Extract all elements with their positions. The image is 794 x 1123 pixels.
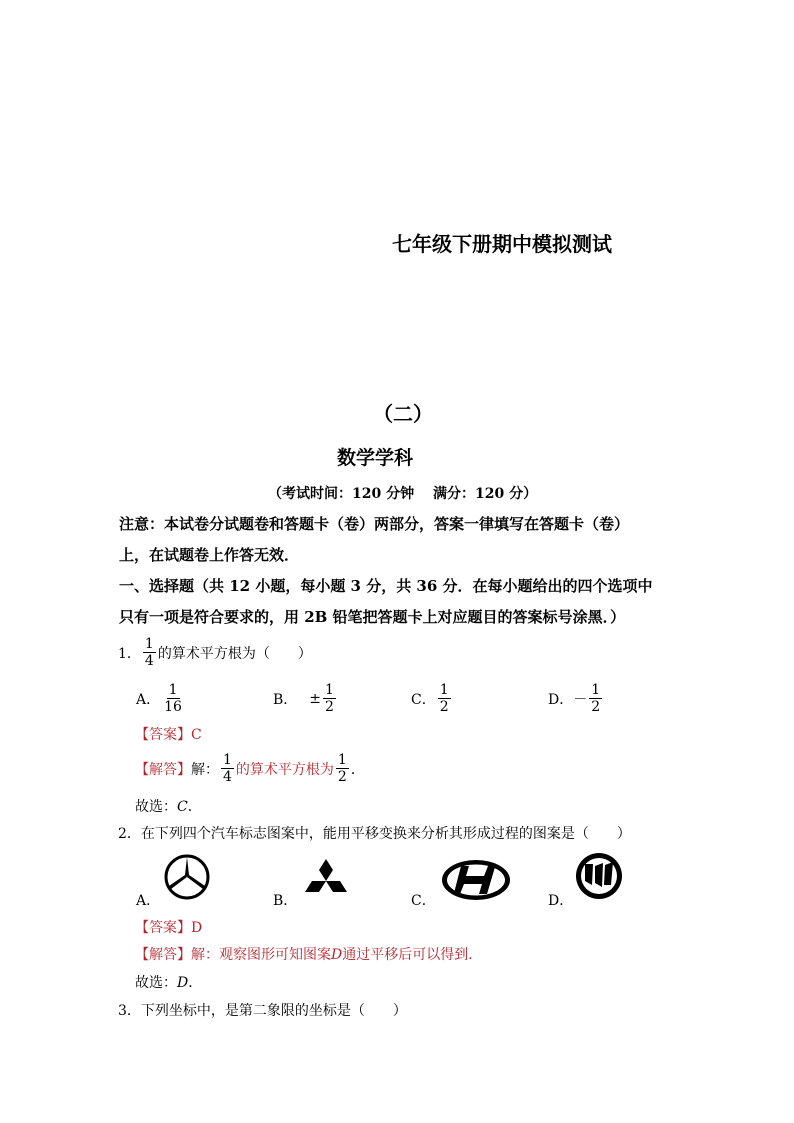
q2-option-b-label: B．	[273, 893, 298, 909]
answer-value: C	[191, 727, 202, 743]
exam-info: （考试时间：120 分钟 满分：120 分）	[268, 486, 538, 502]
option-fraction	[589, 682, 602, 715]
solution-end: 通过平移后可以得到．	[342, 947, 483, 963]
hyundai-logo-icon	[440, 858, 512, 902]
fraction-denominator: 4	[144, 653, 154, 669]
choose-end: ．	[187, 799, 202, 815]
q2-answer	[135, 917, 202, 937]
mercedes-logo-icon	[163, 853, 211, 901]
q1-option-b	[273, 682, 338, 715]
page-subtitle: （二）	[373, 402, 433, 426]
fraction-denominator: 2	[591, 699, 601, 715]
fraction-denominator: 2	[325, 699, 334, 715]
buick-logo-icon	[574, 851, 624, 901]
q2-choose	[135, 972, 202, 992]
question-2-stem: 2．在下列四个汽车标志图案中，能用平移变换来分析其形成过程的图案是（ ）	[118, 826, 631, 842]
q2-option-c-label: C．	[411, 893, 436, 909]
fraction-numerator: 1	[325, 682, 334, 698]
choose-prefix: 故选：	[135, 975, 177, 991]
page-title: 七年级下册期中模拟测试	[392, 232, 612, 256]
answer-value: D	[191, 920, 203, 936]
mitsubishi-logo-icon	[302, 857, 350, 899]
option-label: A．	[136, 691, 161, 708]
q2-option-a-label: A．	[136, 893, 161, 909]
solution-prefix: 解：观察图形可知图案	[191, 947, 331, 963]
solution-tag: 【解答】	[135, 947, 191, 963]
choose-value: D	[177, 975, 189, 991]
answer-tag: 【答案】	[135, 727, 191, 743]
option-prefix: ±	[309, 690, 322, 707]
fraction-numerator: 1	[144, 636, 154, 652]
choose-prefix: 故选：	[135, 799, 177, 815]
q2-solution	[135, 944, 482, 964]
answer-tag: 【答案】	[135, 920, 191, 936]
solution-mid: 的算术平方根为	[235, 761, 334, 778]
option-fraction	[323, 682, 336, 715]
fraction-numerator: 1	[439, 682, 449, 698]
option-prefix: －	[573, 691, 588, 708]
solution-var: D	[331, 947, 343, 963]
choose-end: ．	[188, 975, 203, 991]
question-1-stem-text: 的算术平方根为（ ）	[157, 645, 312, 662]
solution-fraction-1	[221, 752, 234, 785]
fraction-denominator: 2	[439, 699, 449, 715]
question-1-stem	[118, 636, 312, 669]
solution-tag: 【解答】	[135, 761, 191, 778]
q1-option-a	[136, 682, 186, 715]
fraction-denominator: 2	[337, 769, 347, 785]
option-label: B．	[273, 691, 298, 708]
q1-option-c	[411, 682, 453, 715]
fraction-numerator: 1	[168, 682, 178, 698]
subject-title: 数学学科	[337, 447, 414, 469]
fraction-denominator: 4	[223, 769, 232, 785]
option-fraction	[162, 682, 184, 715]
option-label: D．	[548, 691, 574, 708]
section-line-2: 只有一项是符合要求的，用 2B 铅笔把答题卡上对应题目的答案标号涂黑．）	[119, 608, 626, 626]
question-1-number: 1．	[118, 645, 141, 662]
choose-value: C	[177, 799, 188, 815]
option-fraction	[438, 682, 451, 715]
fraction-numerator: 1	[223, 752, 232, 768]
notice-line-2: 上，在试题卷上作答无效．	[119, 546, 300, 564]
fraction-numerator: 1	[591, 682, 601, 698]
fraction-denominator: 16	[164, 699, 182, 715]
q1-choose	[135, 796, 202, 816]
question-1-fraction	[143, 636, 156, 669]
question-3-stem: 3．下列坐标中，是第二象限的坐标是（ ）	[118, 1003, 407, 1019]
q2-option-d-label: D．	[548, 893, 574, 909]
section-line-1: 一、选择题（共 12 小题，每小题 3 分，共 36 分．在每小题给出的四个选项中	[119, 577, 653, 595]
q1-answer	[135, 724, 202, 744]
q1-solution	[135, 752, 365, 785]
solution-prefix: 解：	[191, 761, 219, 778]
q1-option-d	[548, 682, 604, 715]
option-label: C．	[411, 691, 436, 708]
solution-end: ．	[350, 761, 365, 778]
notice-line-1: 注意：本试卷分试题卷和答题卡（卷）两部分，答案一律填写在答题卡（卷）	[119, 515, 630, 533]
solution-fraction-2	[336, 752, 349, 785]
fraction-numerator: 1	[337, 752, 347, 768]
